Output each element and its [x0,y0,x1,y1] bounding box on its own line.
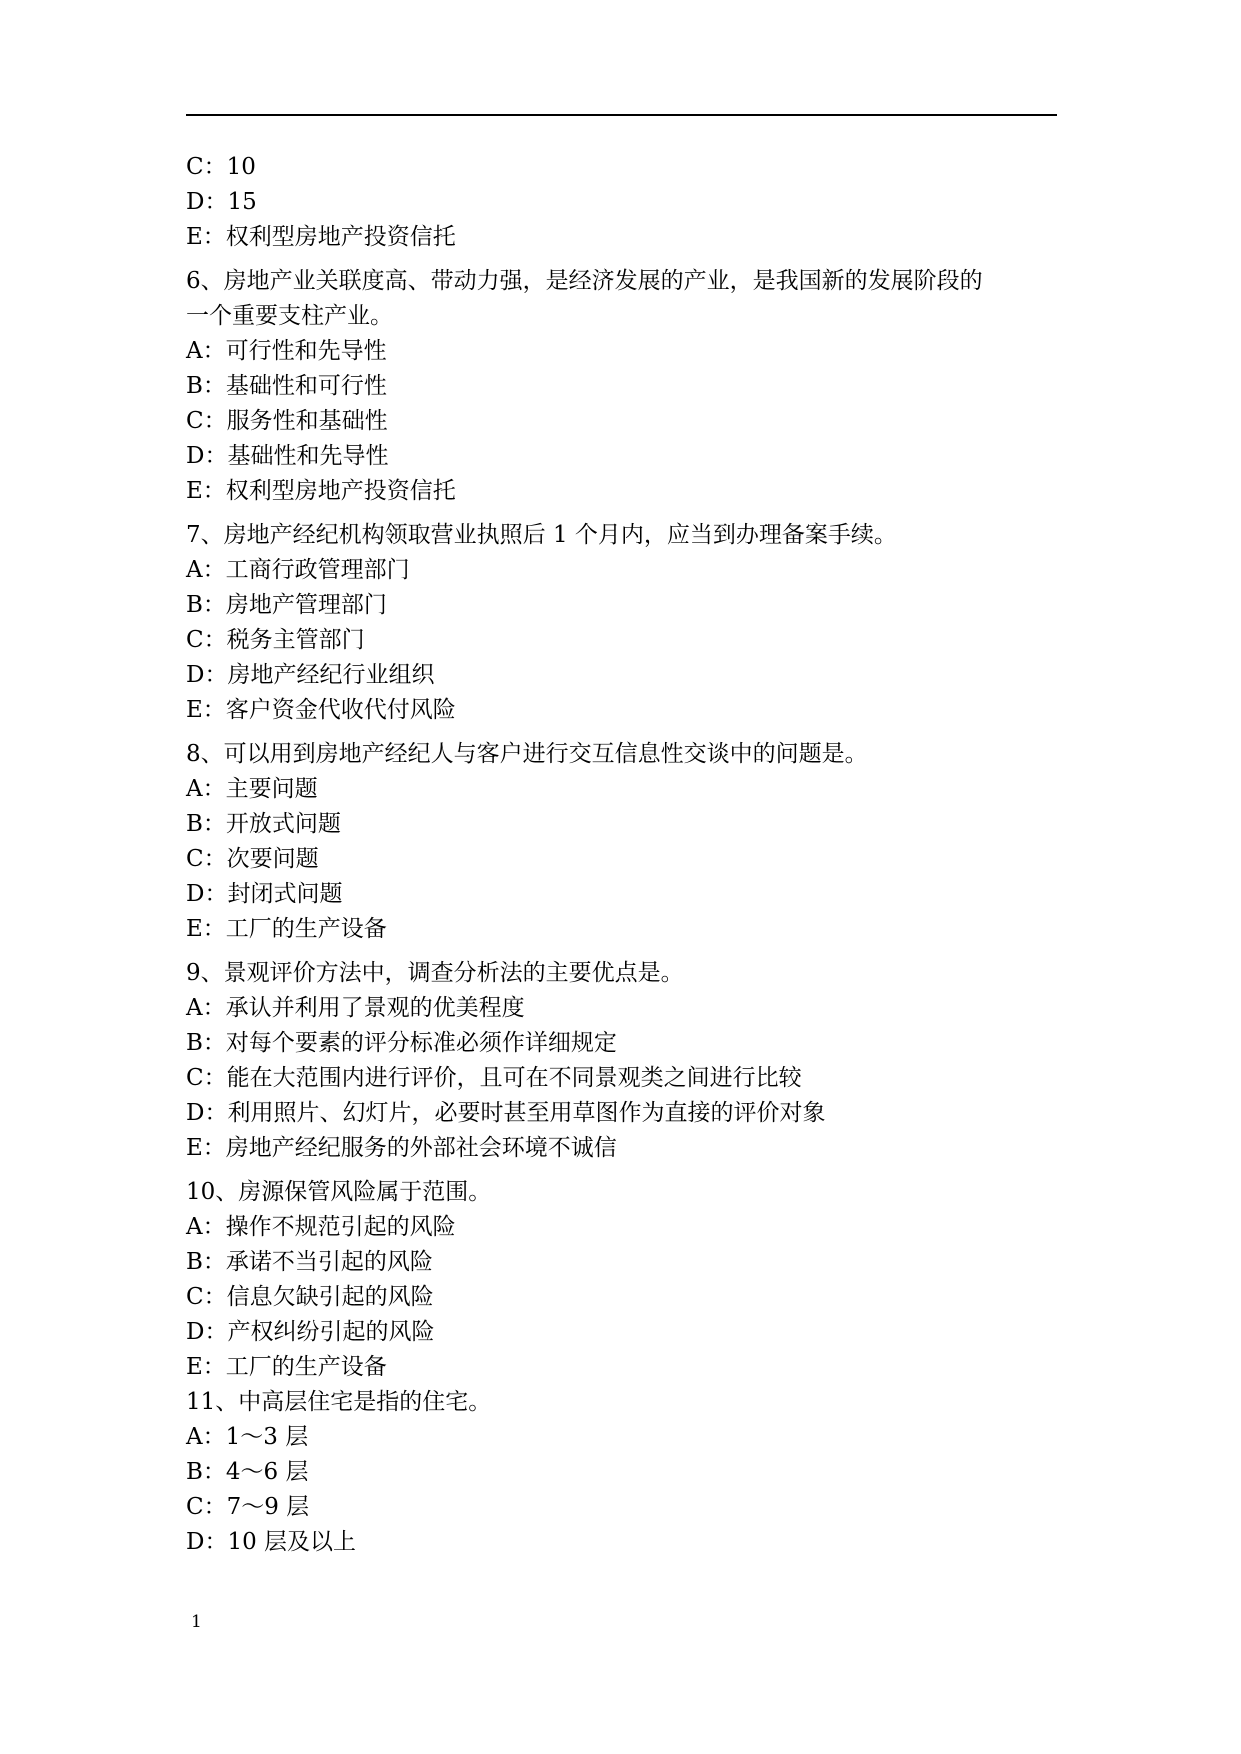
option-text: D：利用照片、幻灯片，必要时甚至用草图作为直接的评价对象 [186,1100,826,1126]
option-text: B：开放式问题 [186,811,341,837]
option-text: 一个重要支柱产业。 [186,303,393,329]
option-text: C：信息欠缺引起的风险 [186,1284,434,1310]
option-text: A：操作不规范引起的风险 [186,1214,456,1240]
option-text: B：对每个要素的评分标准必须作详细规定 [186,1030,617,1056]
question-text: 11、中高层住宅是指的住宅。 [186,1389,492,1415]
option-text: B：房地产管理部门 [186,592,387,618]
option-text: C：7～9 层 [186,1494,310,1520]
option-text: C：能在大范围内进行评价，且可在不同景观类之间进行比较 [186,1065,802,1091]
option-text: C：税务主管部门 [186,627,365,653]
option-text: D：产权纠纷引起的风险 [186,1319,435,1345]
option-text: A：承认并利用了景观的优美程度 [186,995,525,1021]
header-rule [186,114,1057,116]
option-text: D：10 层及以上 [186,1529,357,1555]
option-text: A：工商行政管理部门 [186,557,410,583]
option-text: C：次要问题 [186,846,319,872]
document-body [186,150,1066,1560]
option-text: A：1～3 层 [186,1424,309,1450]
option-text: A：主要问题 [186,776,318,802]
option-text: B：基础性和可行性 [186,373,387,399]
option-text: E：工厂的生产设备 [186,1354,387,1380]
option-text: D：封闭式问题 [186,881,343,907]
option-text: D：基础性和先导性 [186,443,389,469]
option-text: E：客户资金代收代付风险 [186,697,456,723]
option-text: A：可行性和先导性 [186,338,387,364]
option-text: C：10 [186,154,256,180]
page-number: 1 [191,1612,202,1632]
option-text: B：4～6 层 [186,1459,309,1485]
option-text: E：权利型房地产投资信托 [186,224,456,250]
question-text: 6、房地产业关联度高、带动力强，是经济发展的产业，是我国新的发展阶段的 [186,268,983,294]
option-text: E：房地产经纪服务的外部社会环境不诚信 [186,1135,617,1161]
question-text: 8、可以用到房地产经纪人与客户进行交互信息性交谈中的问题是。 [186,741,868,767]
option-text: C：服务性和基础性 [186,408,388,434]
question-text: 7、房地产经纪机构领取营业执照后 1 个月内，应当到办理备案手续。 [186,522,897,548]
option-text: D：15 [186,189,257,215]
option-text: E：权利型房地产投资信托 [186,478,456,504]
option-text: E：工厂的生产设备 [186,916,387,942]
option-text: D：房地产经纪行业组织 [186,662,435,688]
question-text: 10、房源保管风险属于范围。 [186,1179,492,1205]
option-text: B：承诺不当引起的风险 [186,1249,433,1275]
question-text: 9、景观评价方法中，调查分析法的主要优点是。 [186,960,684,986]
